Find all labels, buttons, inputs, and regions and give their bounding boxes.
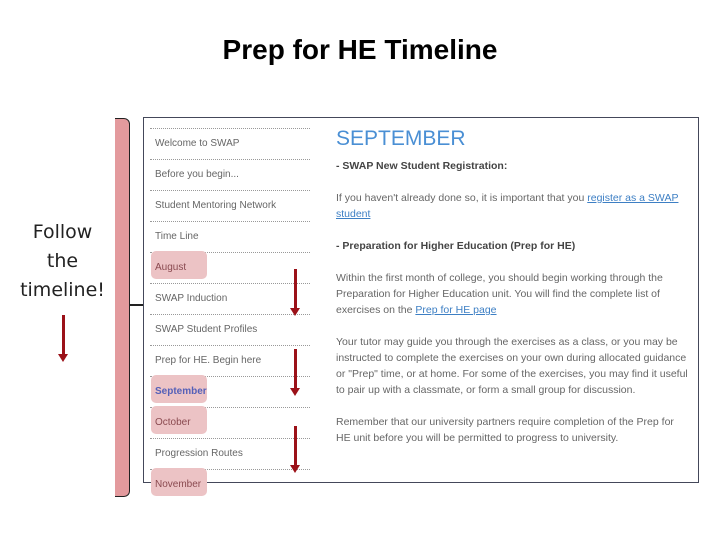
- nav-item-before-you-begin[interactable]: [150, 159, 310, 190]
- paragraph: Remember that our university partners require completion of the Prep for HE unit before you will be permitted to progress to university.: [336, 416, 674, 444]
- nav-label: Before you begin...: [155, 169, 239, 180]
- nav-item-september[interactable]: [150, 376, 310, 407]
- down-arrow-icon: [294, 349, 297, 389]
- nav-label: September: [155, 386, 207, 397]
- annotation-line: the: [46, 250, 79, 272]
- section-title: - SWAP New Student Registration:: [336, 160, 508, 172]
- register-link[interactable]: register as a SWAP student: [336, 192, 679, 220]
- nav-item-august[interactable]: [150, 252, 310, 283]
- nav-label: October: [155, 417, 191, 428]
- nav-item-mentoring[interactable]: [150, 190, 310, 221]
- month-heading: SEPTEMBER: [336, 127, 466, 150]
- website-screenshot: [143, 117, 699, 490]
- nav-label: Welcome to SWAP: [155, 138, 240, 149]
- main-content: [336, 126, 691, 462]
- bracket: [115, 118, 130, 497]
- nav-item-welcome[interactable]: [150, 128, 310, 159]
- paragraph: If you haven't already done so, it is important that you: [336, 192, 588, 204]
- nav-item-induction[interactable]: [150, 283, 310, 314]
- nav-item-time-line[interactable]: [150, 221, 310, 252]
- nav-label: November: [155, 479, 202, 490]
- nav-label: Student Mentoring Network: [155, 200, 277, 211]
- nav-label: Prep for HE. Begin here: [155, 355, 262, 366]
- down-arrow-icon: [294, 426, 297, 466]
- nav-label: SWAP Induction: [155, 293, 228, 304]
- slide-title: Prep for HE Timeline: [222, 34, 498, 65]
- sidebar-nav: [150, 128, 310, 500]
- nav-item-profiles[interactable]: [150, 314, 310, 345]
- section-title: - Preparation for Higher Education (Prep for HE): [336, 240, 576, 252]
- nav-label: SWAP Student Profiles: [155, 324, 258, 335]
- nav-item-october[interactable]: [150, 407, 310, 438]
- nav-item-progression[interactable]: [150, 438, 310, 469]
- paragraph: Within the first month of college, you should begin working through the Preparation for Higher Education unit. You will find the complete list of exercises on the: [336, 272, 663, 316]
- nav-label: August: [155, 262, 187, 273]
- down-arrow-icon: [62, 315, 65, 355]
- down-arrow-icon: [294, 269, 297, 309]
- prep-for-he-link[interactable]: Prep for HE page: [415, 304, 497, 316]
- paragraph: Your tutor may guide you through the exercises as a class, or you may be instructed to complete the exercises on your own during allocated guidance or "Prep" time, or at home. For some of the exercises, you may find it useful to pair up with a classmate, or form a small group for discussion.: [336, 336, 688, 396]
- bracket-pointer: [130, 304, 143, 306]
- nav-label: Progression Routes: [155, 448, 243, 459]
- nav-item-november[interactable]: [150, 469, 310, 500]
- follow-annotation: [10, 218, 115, 305]
- annotation-line: timeline!: [20, 279, 105, 301]
- annotation-line: Follow: [32, 221, 93, 243]
- nav-label: Time Line: [155, 231, 199, 242]
- nav-item-prep-for-he[interactable]: [150, 345, 310, 376]
